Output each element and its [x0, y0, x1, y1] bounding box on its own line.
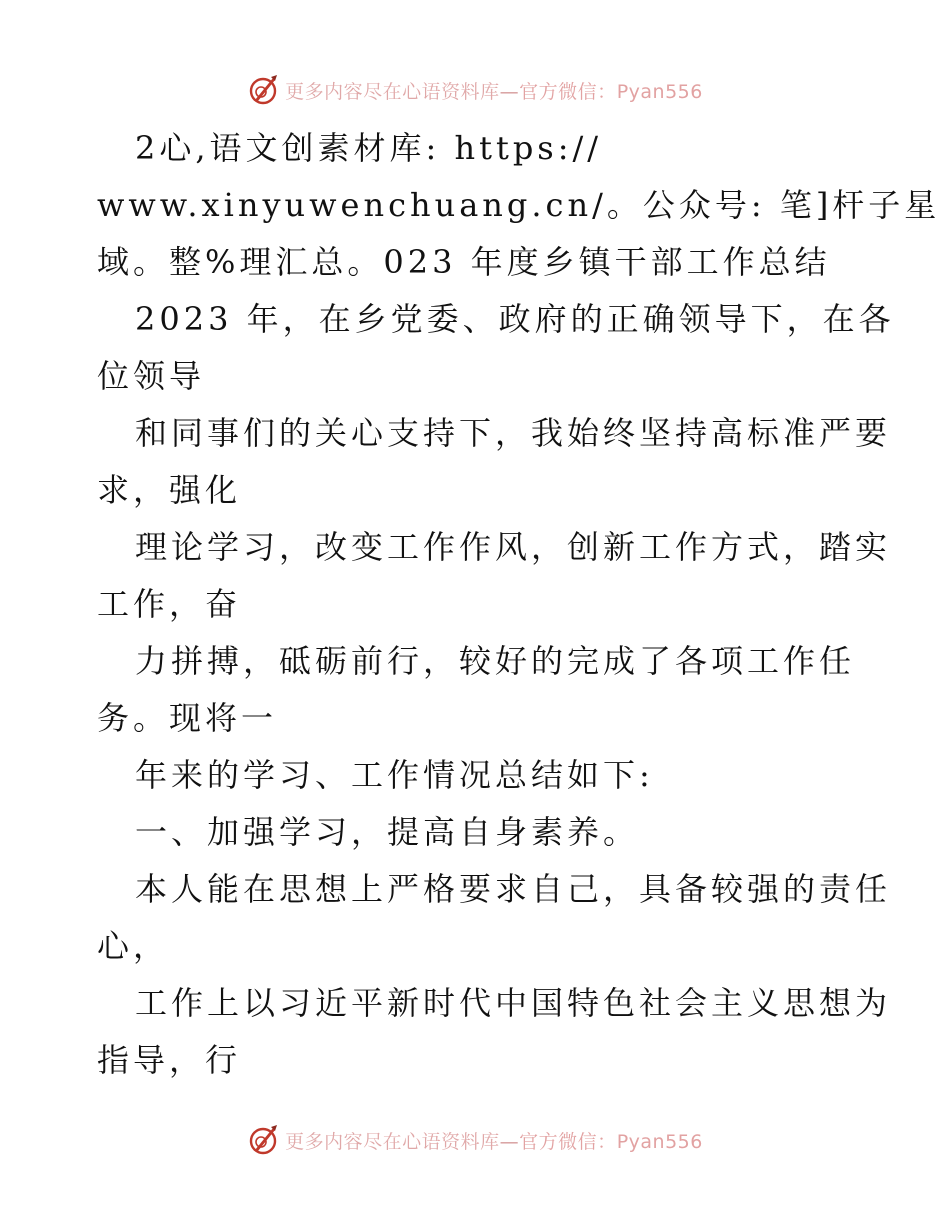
banner-wechat-label: 官方微信：	[519, 1130, 617, 1153]
text-line: 力拼搏，砥砺前行，较好的完成了各项工作任	[135, 642, 856, 680]
banner-dash: —	[499, 1130, 520, 1153]
banner-title: 更多内容尽在心语资料库	[285, 1130, 500, 1153]
footer-banner-text	[285, 1127, 703, 1154]
footer-watermark-banner	[0, 1120, 950, 1160]
text-line: 理论学习，改变工作作风，创新工作方式，踏实	[135, 528, 892, 566]
text-line: 本人能在思想上严格要求自己，具备较强的责任	[135, 870, 892, 908]
banner-wechat-id: Pyan556	[616, 1130, 703, 1153]
text-line: 2心,语文创素材库: https://	[135, 129, 603, 167]
quill-pen-seal-icon	[247, 1124, 279, 1156]
text-line: 年来的学习、工作情况总结如下:	[135, 756, 654, 794]
banner-wechat-label: 官方微信：	[519, 80, 617, 103]
text-line: 心，	[97, 927, 170, 965]
text-line: www.xinyuwenchuang.cn/。公众号: 笔]杆子星	[97, 186, 941, 224]
header-watermark-banner	[0, 70, 950, 110]
document-body	[97, 120, 941, 1089]
text-line: 务。现将一	[97, 699, 278, 737]
text-line: 工作，奋	[97, 585, 242, 623]
text-line: 2023 年，在乡党委、政府的正确领导下，在各	[135, 300, 895, 338]
text-line: 一、加强学习，提高自身素养。	[135, 813, 640, 851]
banner-title: 更多内容尽在心语资料库	[285, 80, 500, 103]
text-line: 指导，行	[97, 1041, 242, 1079]
quill-pen-seal-icon	[247, 74, 279, 106]
banner-dash: —	[499, 80, 520, 103]
text-line: 求，强化	[97, 471, 242, 509]
text-line: 域。整%理汇总。023 年度乡镇干部工作总结	[97, 243, 831, 281]
text-line: 位领导	[97, 357, 206, 395]
header-banner-text	[285, 77, 703, 104]
banner-wechat-id: Pyan556	[616, 80, 703, 103]
text-line: 和同事们的关心支持下，我始终坚持高标准严要	[135, 414, 892, 452]
text-line: 工作上以习近平新时代中国特色社会主义思想为	[135, 984, 892, 1022]
